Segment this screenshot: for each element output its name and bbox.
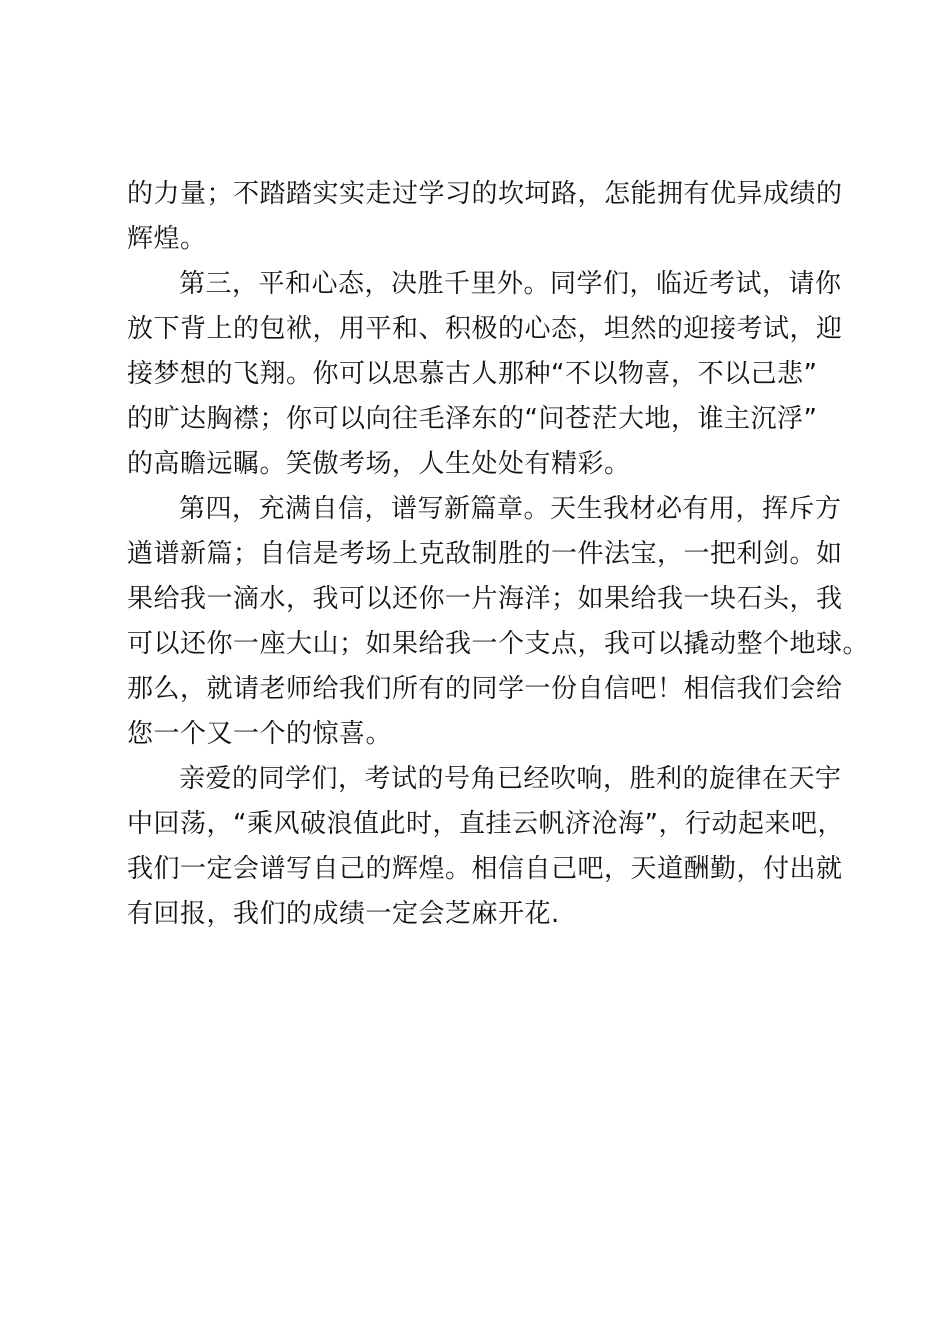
text-line: 可以还你一座大山；如果给我一个支点，我可以撬动整个地球。 — [127, 629, 870, 659]
text-line: 的高瞻远瞩。笑傲考场，人生处处有精彩。 — [127, 449, 631, 479]
text-line: 果给我一滴水，我可以还你一片海洋；如果给我一块石头，我 — [127, 584, 843, 614]
text-line: 有回报，我们的成绩一定会芝麻开花. — [127, 899, 560, 929]
text-line: 亲爱的同学们，考试的号角已经吹响，胜利的旋律在天宇 — [179, 764, 842, 794]
text-line: 的力量；不踏踏实实走过学习的坎坷路，怎能拥有优异成绩的 — [127, 179, 843, 209]
text-line: 那么，就请老师给我们所有的同学一份自信吧！相信我们会给 — [127, 674, 843, 704]
paragraph-fourth-point — [127, 487, 870, 757]
text-line: 的旷达胸襟；你可以向往毛泽东的“问苍茫大地，谁主沉浮” — [127, 404, 818, 434]
text-line: 我们一定会谱写自己的辉煌。相信自己吧，天道酬勤，付出就 — [127, 854, 843, 884]
text-line: 中回荡，“乘风破浪值此时，直挂云帆济沧海”，行动起来吧， — [127, 809, 844, 839]
text-line: 您一个又一个的惊喜。 — [127, 719, 393, 749]
text-line: 第三，平和心态，决胜千里外。同学们，临近考试，请你 — [179, 269, 842, 299]
text-line: 接梦想的飞翔。你可以思慕古人那种“不以物喜，不以己悲” — [127, 359, 818, 389]
text-line: 辉煌。 — [127, 224, 207, 254]
paragraph-closing — [127, 757, 847, 937]
paragraph-third-point — [127, 262, 847, 487]
text-line: 遒谱新篇；自信是考场上克敌制胜的一件法宝，一把利剑。如 — [127, 539, 843, 569]
text-line: 放下背上的包袱，用平和、积极的心态，坦然的迎接考试，迎 — [127, 314, 843, 344]
document-body — [127, 172, 870, 937]
text-line: 第四，充满自信，谱写新篇章。天生我材必有用，挥斥方 — [179, 494, 842, 524]
paragraph-continuation — [127, 172, 847, 262]
